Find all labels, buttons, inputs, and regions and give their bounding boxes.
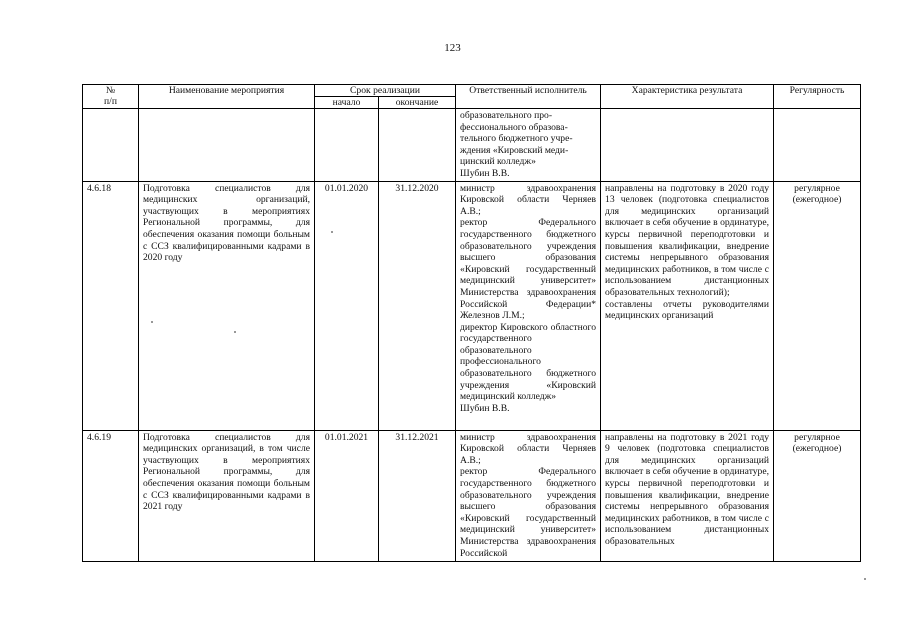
header-term: Срок реализации: [315, 85, 456, 97]
cell-result: [601, 109, 774, 182]
scan-speck: [234, 331, 236, 333]
cell-num: 4.6.19: [83, 430, 139, 561]
header-end: окончание: [379, 97, 456, 109]
cell-executor: министр здравоохранения Кировской области Черняев А.В.; ректор Федерального государственного бюджетного образовательного учреждения высшего образования «Кировский государственный медицинский университет» Министерства здравоохранения Российской Федерации* Железнов Л.М.; директор Кировского областного государственного образовательного профессионального образовательного бюджетного учреждения «Кировский медицинский колледж» Шубин В.В.: [456, 181, 601, 430]
cell-end: 31.12.2020: [379, 181, 456, 430]
cell-end: 31.12.2021: [379, 430, 456, 561]
table-row-continued: [83, 109, 861, 182]
cell-start: [315, 109, 379, 182]
header-executor: Ответственный исполнитель: [456, 85, 601, 109]
cell-name: Подготовка специалистов для медицинских организаций, участвующих в мероприятиях Региональной программы, для обеспечения оказания помощи больным с ССЗ квалифицированными кадрами в 2020 году: [139, 181, 315, 430]
header-name: Наименование мероприятия: [139, 85, 315, 109]
header-regularity: Регулярность: [774, 85, 861, 109]
page-number: 123: [444, 42, 461, 54]
scan-speck: [331, 231, 333, 233]
cell-name: [139, 109, 315, 182]
table-row: [83, 181, 861, 430]
cell-name: Подготовка специалистов для медицинских организаций, в том числе участвующих в мероприятиях Региональной программы, для обеспечения оказания помощи больным с ССЗ квалифицированными кадрами в 2021 году: [139, 430, 315, 561]
cell-result: направлены на подготовку в 2020 году 13 человек (подготовка специалистов для медицинских организаций включает в себя обучение в ординатуре, курсы первичной переподготовки и повышения квалификации, внедрение системы непрерывного образования медицинских работников, в том числе с использованием дистанционных образовательных технологий); составлены отчеты руководителями медицинских организаций: [601, 181, 774, 430]
table-row: [83, 430, 861, 561]
measures-table: [82, 84, 861, 562]
cell-start: 01.01.2021: [315, 430, 379, 561]
cell-executor: образовательного про- фессионального образова- тельного бюджетного учре- ждения «Кировский меди- цинский колледж» Шубин В.В.: [456, 109, 601, 182]
cell-num: 4.6.18: [83, 181, 139, 430]
header-num: № п/п: [83, 85, 139, 109]
cell-num: [83, 109, 139, 182]
cell-start: 01.01.2020: [315, 181, 379, 430]
cell-regularity: [774, 109, 861, 182]
scan-speck: [864, 578, 866, 580]
cell-executor: министр здравоохранения Кировской области Черняев А.В.; ректор Федерального государственного бюджетного образовательного учреждения высшего образования «Кировский государственный медицинский университет» Министерства здравоохранения Российской: [456, 430, 601, 561]
scan-speck: [151, 321, 153, 323]
header-row: [83, 85, 861, 97]
cell-regularity: регулярное (ежегодное): [774, 181, 861, 430]
cell-result: направлены на подготовку в 2021 году 9 человек (подготовка специалистов для медицинских организаций включает в себя обучение в ординатуре, курсы первичной переподготовки и повышения квалификации, внедрение системы непрерывного образования медицинских работников, в том числе с использованием дистанционных образовательных: [601, 430, 774, 561]
cell-regularity: регулярное (ежегодное): [774, 430, 861, 561]
header-result: Характеристика результата: [601, 85, 774, 109]
cell-end: [379, 109, 456, 182]
header-start: начало: [315, 97, 379, 109]
